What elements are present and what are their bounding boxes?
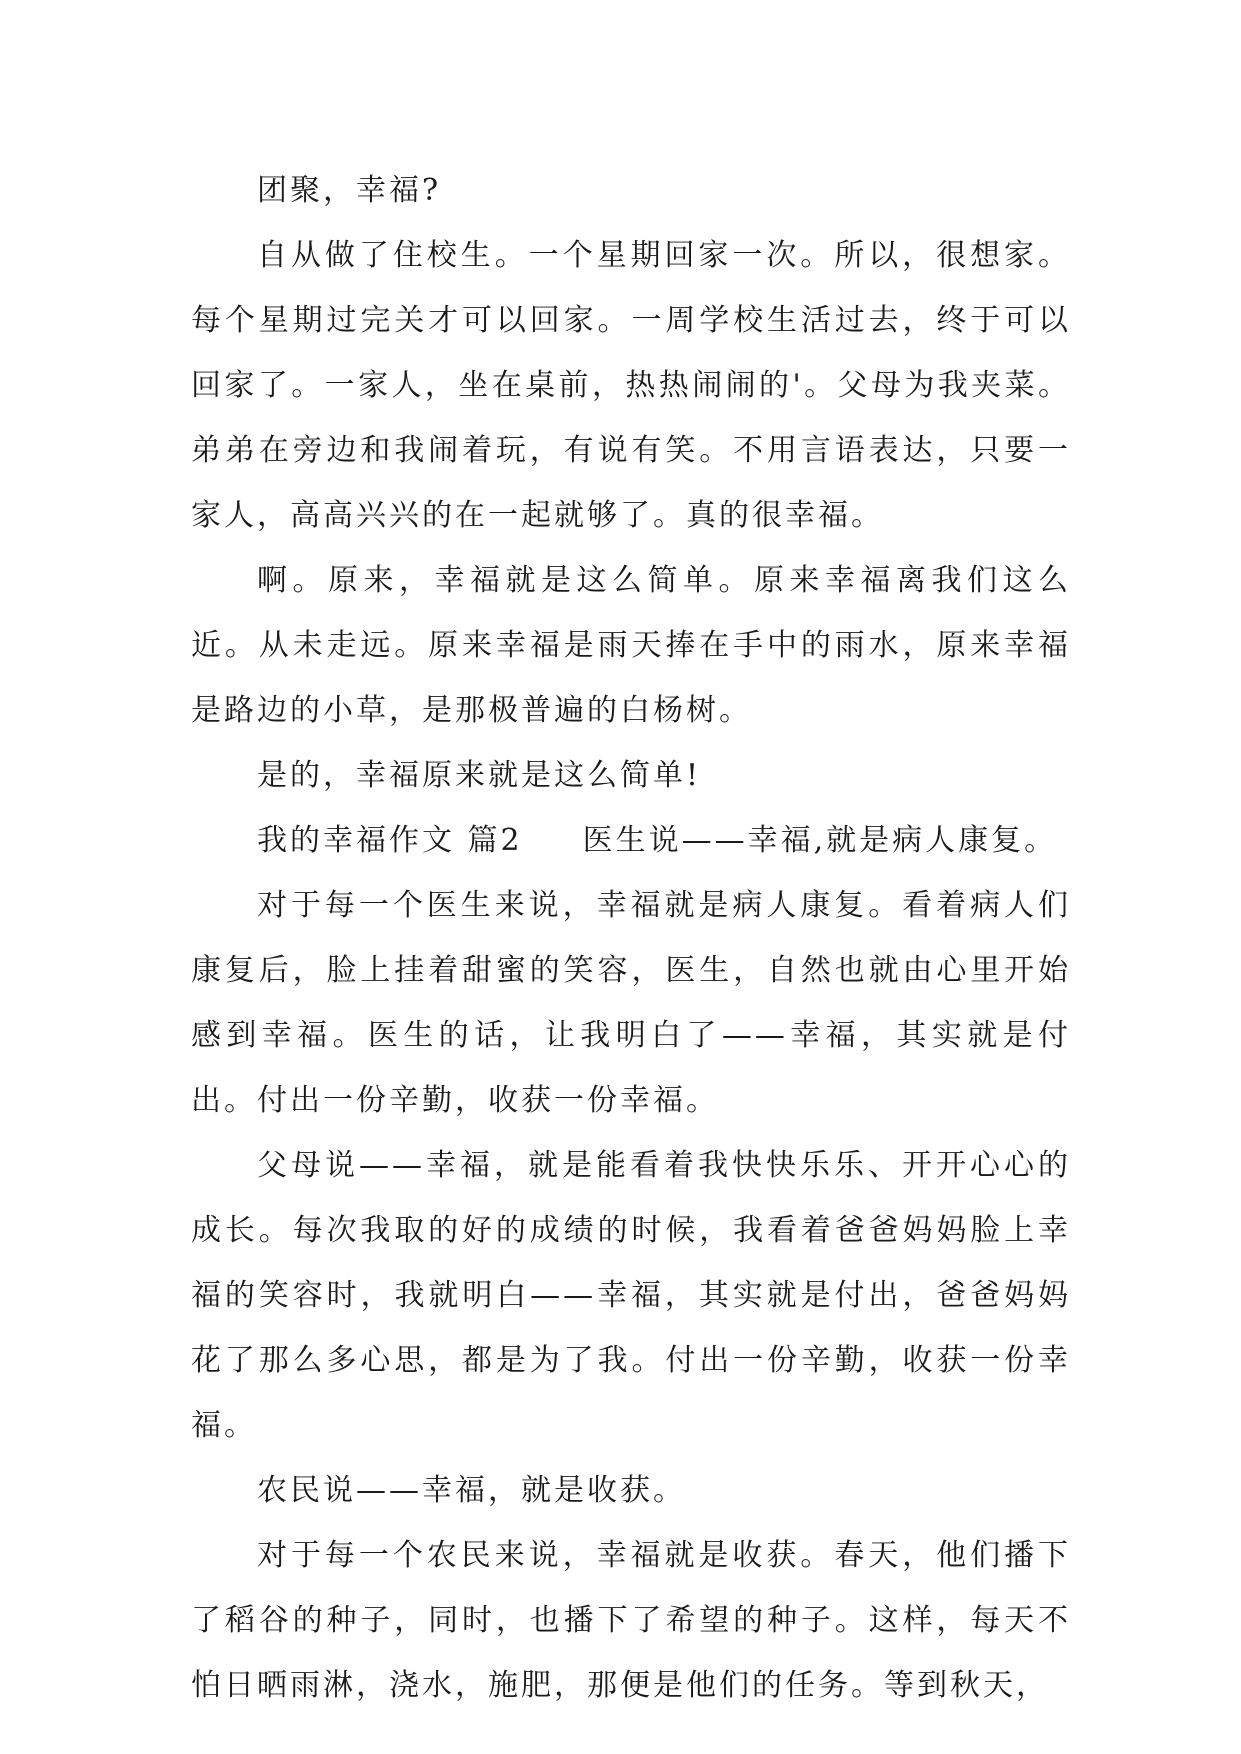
paragraph: 自从做了住校生。一个星期回家一次。所以，很想家。每个星期过完关才可以回家。一周学校生活过去，终于可以回家了。一家人，坐在桌前，热热闹闹的'。父母为我夹菜。弟弟在旁边和我闹着玩，有说有笑。不用言语表达，只要一家人，高高兴兴的在一起就够了。真的很幸福。: [191, 238, 1071, 533]
paragraph: 是的，幸福原来就是这么简单!: [257, 758, 702, 793]
section-title: 我的幸福作文 篇2: [257, 823, 523, 858]
paragraph: 农民说——幸福，就是收获。: [257, 1473, 686, 1508]
section-heading-line: [191, 808, 1071, 873]
paragraph: 团聚，幸福?: [257, 173, 442, 208]
paragraph: 对于每一个农民来说，幸福就是收获。春天，他们播下了稻谷的种子，同时，也播下了希望的种子。这样，每天不怕日晒雨淋，浇水，施肥，那便是他们的任务。等到秋天，: [191, 1538, 1071, 1703]
document-body: [191, 158, 1071, 1718]
paragraph: 父母说——幸福，就是能看着我快快乐乐、开开心心的成长。每次我取的好的成绩的时候，我看着爸爸妈妈脸上幸福的笑容时，我就明白——幸福，其实就是付出，爸爸妈妈花了那么多心思，都是为了我。付出一份辛勤，收获一份幸福。: [191, 1148, 1071, 1443]
paragraph: 啊。原来，幸福就是这么简单。原来幸福离我们这么近。从未走远。原来幸福是雨天捧在手中的雨水，原来幸福是路边的小草，是那极普遍的白杨树。: [191, 563, 1071, 728]
section-subtitle: 医生说——幸福,就是病人康复。: [582, 823, 1058, 858]
paragraph: 对于每一个医生来说，幸福就是病人康复。看着病人们康复后，脸上挂着甜蜜的笑容，医生，自然也就由心里开始感到幸福。医生的话，让我明白了——幸福，其实就是付出。付出一份辛勤，收获一份幸福。: [191, 888, 1071, 1118]
